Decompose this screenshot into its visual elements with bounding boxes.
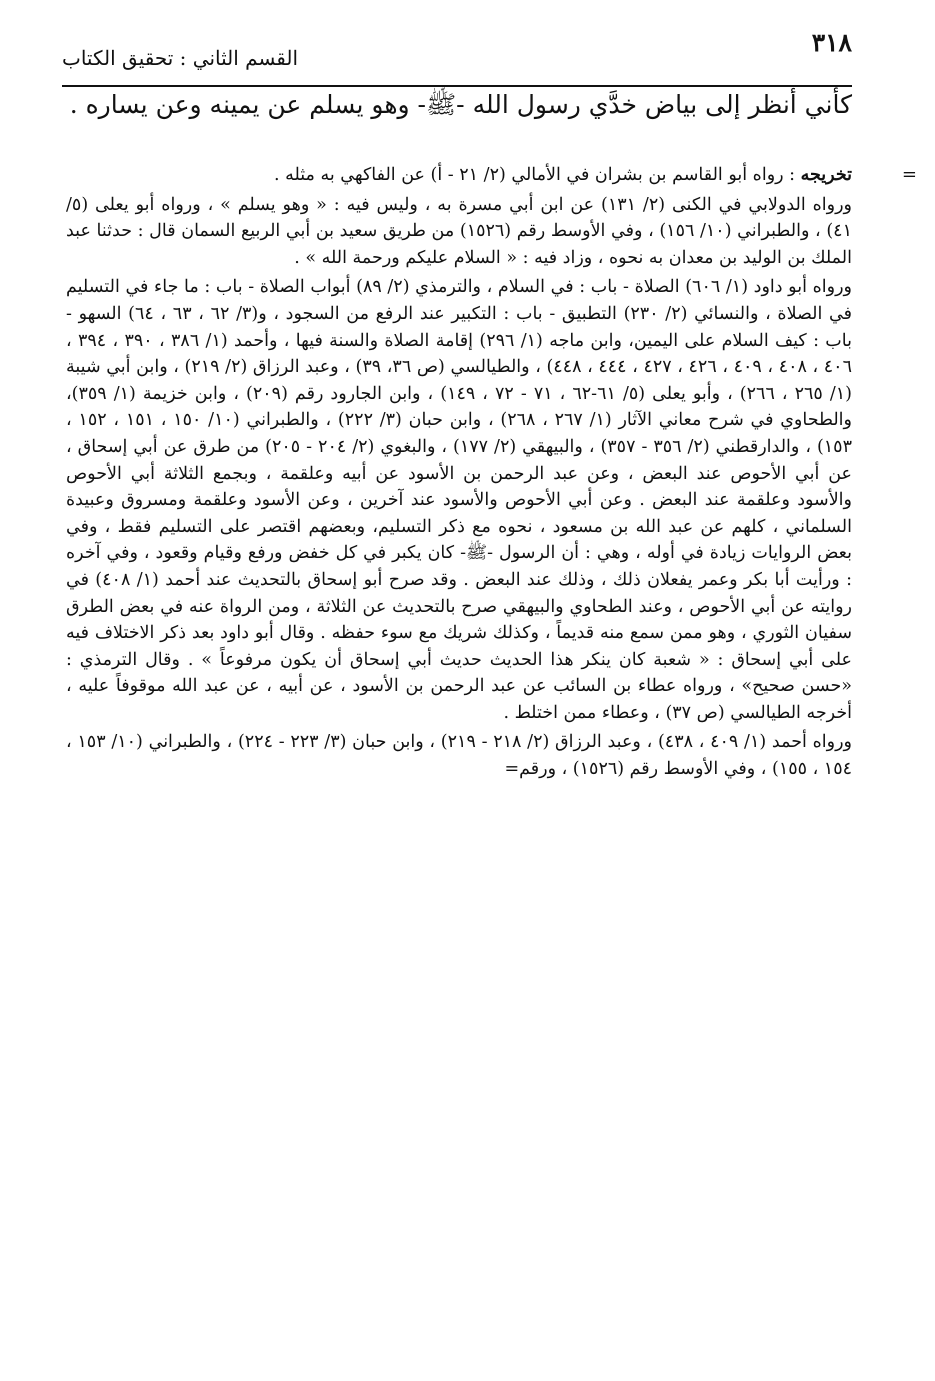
note-paragraph-1 [66,162,852,189]
hadith-text: كأني أنظر إلى بياض خدَّي رسول الله -ﷺ- وهو يسلم عن يمينه وعن يساره . [69,90,852,119]
footnotes [66,162,852,783]
header-rule [62,85,852,87]
note-text-1: : رواه أبو القاسم بن بشران في الأمالي (٢/ ٢١ - أ) عن الفاكهي به مثله . [273,165,801,185]
note-paragraph-4: ورواه أحمد (١/ ٤٠٩ ، ٤٣٨) ، وعبد الرزاق (٢/ ٢١٨ - ٢١٩) ، وابن حبان (٣/ ٢٢٣ - ٢٢٤) ، والطبراني (١٠/ ١٥٣ ، ١٥٤ ، ١٥٥) ، وفي الأوسط رقم (١٥٢٦) ، ورقم= [66,732,853,780]
page-number: ٣١٨ [811,28,852,57]
main-text [62,88,852,122]
continuation-mark: = [901,164,917,185]
note-label: تخريجه [800,165,852,185]
note-paragraph-3: ورواه أبو داود (١/ ٦٠٦) الصلاة - باب : في السلام ، والترمذي (٢/ ٨٩) أبواب الصلاة - باب : ما جاء في التسليم في الصلاة ، والنسائي (٢/ ٢٣٠) التطبيق - باب : التكبير عند الرفع من السجود ، و(٣/ ٦٢ ، ٦٣ ، ٦٤) السهو - باب : كيف السلام على اليمين، وابن ماجه (١/ ٢٩٦) إقامة الصلاة والسنة فيها ، وأحمد (١/ ٣٨٦ ، ٣٩٠ ، ٣٩٤ ، ٤٠٦ ، ٤٠٨ ، ٤٠٩ ، ٤٢٦ ، ٤٢٧ ، ٤٤٤ ، ٤٤٨) ، والطيالسي (ص ٣٦، ٣٩) ، وعبد الرزاق (٢/ ٢١٩) ، وابن أبي شيبة (١/ ٢٦٥ ، ٢٦٦) ، وأبو يعلى (٥/ ٦١-٦٢ ، ٧١ - ٧٢ ، ١٤٩) ، وابن الجارود رقم (٢٠٩) ، وابن خزيمة (١/ ٣٥٩)، والطحاوي في شرح معاني الآثار (١/ ٢٦٧ ، ٢٦٨) ، وابن حبان (٣/ ٢٢٢) ، والطبراني (١٠/ ١٥٠ ، ١٥١ ، ١٥٢ ، ١٥٣) ، والدارقطني (٢/ ٣٥٦ - ٣٥٧) ، والبيهقي (٢/ ١٧٧) ، والبغوي (٢/ ٢٠٤ - ٢٠٥) من طرق عن أبي إسحاق ، عن أبي الأحوص عند البعض ، وعن عبد الرحمن بن الأسود عن أبيه وعلقمة ، وبجمع الثلاثة أبي الأحوص والأسود وعلقمة عند البعض . وعن أبي الأحوص والأسود عند آخرين ، وعن الأسود وعلقمة ومسروق وعبيدة السلماني ، كلهم عن عبد الله بن مسعود ، نحوه مع ذكر التسليم، وبعضهم اقتصر على التسليم فقط ، وفي بعض الروايات زيادة في أوله ، وهي : أن الرسول -ﷺ- كان يكبر في كل خفض ورفع وقيام وقعود ، وفي آخره : ورأيت أبا بكر وعمر يفعلان ذلك ، وذلك عند البعض . وقد صرح أبو إسحاق بالتحديث عند أحمد (١/ ٤٠٨) في روايته عن أبي الأحوص ، وعند الطحاوي والبيهقي صرح بالتحديث عن الثلاثة ، ومن الرواة عنه في بعض الطرق سفيان الثوري ، وهو ممن سمع منه قديماً ، وكذلك شريك مع سوء حفظه . وقال أبو داود بعد ذكر الاختلاف فيه على أبي إسحاق : « شعبة كان ينكر هذا الحديث حديث أبي إسحاق أن يكون مرفوعاً » . وقال الترمذي : «حسن صحيح» ، ورواه عطاء بن السائب عن عبد الرحمن بن الأسود ، عن أبيه ، عن عبد الله موقوفاً عليه ، أخرجه الطيالسي (ص ٣٧) ، وعطاء ممن اختلط . [66,277,852,723]
section-title: القسم الثاني : تحقيق الكتاب [62,46,299,70]
running-head [62,28,852,80]
note-paragraph-2: ورواه الدولابي في الكنى (٢/ ١٣١) عن ابن أبي مسرة به ، وليس فيه : « وهو يسلم » ، ورواه أبو يعلى (٥/ ٤١) ، والطبراني (١٠/ ١٥٦) ، وفي الأوسط رقم (١٥٢٦) من طريق سعيد بن أبي الربيع السمان قال : حدثنا عبد الملك بن الوليد بن معدان به نحوه ، وزاد فيه : « السلام عليكم ورحمة الله » . [66,194,852,268]
